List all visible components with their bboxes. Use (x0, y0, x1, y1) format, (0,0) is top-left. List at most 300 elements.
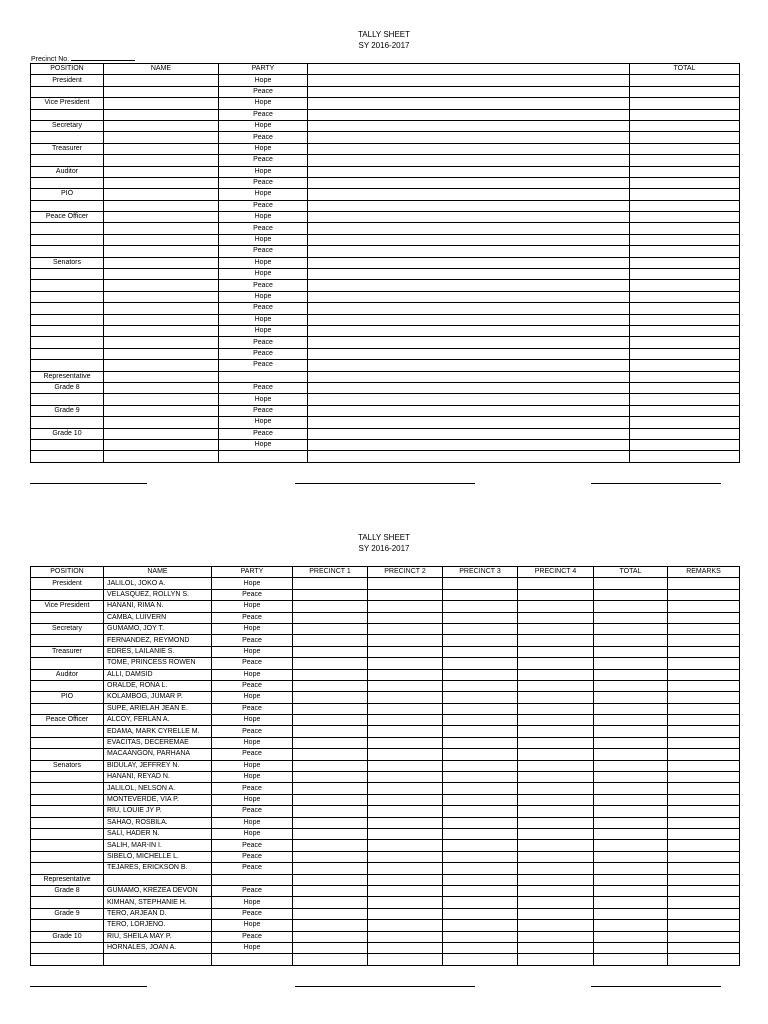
precinct-3-cell[interactable] (443, 737, 518, 748)
tally-cell[interactable] (308, 269, 630, 280)
total-cell[interactable] (630, 291, 740, 302)
remarks-cell[interactable] (668, 612, 740, 623)
tally-cell[interactable] (308, 417, 630, 428)
precinct-4-cell[interactable] (518, 783, 594, 794)
total-cell[interactable] (594, 703, 668, 714)
precinct-2-cell[interactable] (368, 749, 443, 760)
precinct-2-cell[interactable] (368, 783, 443, 794)
remarks-cell[interactable] (668, 874, 740, 885)
total-cell[interactable] (630, 303, 740, 314)
precinct-1-cell[interactable] (293, 612, 368, 623)
precinct-3-cell[interactable] (443, 589, 518, 600)
tally-cell[interactable] (308, 291, 630, 302)
total-cell[interactable] (594, 760, 668, 771)
precinct-3-cell[interactable] (443, 783, 518, 794)
remarks-cell[interactable] (668, 828, 740, 839)
remarks-cell[interactable] (668, 942, 740, 953)
remarks-cell[interactable] (668, 749, 740, 760)
precinct-4-cell[interactable] (518, 601, 594, 612)
tally-cell[interactable] (308, 212, 630, 223)
precinct-4-cell[interactable] (518, 897, 594, 908)
tally-cell[interactable] (308, 382, 630, 393)
total-cell[interactable] (594, 806, 668, 817)
precinct-2-cell[interactable] (368, 954, 443, 965)
total-cell[interactable] (594, 715, 668, 726)
tally-cell[interactable] (308, 394, 630, 405)
precinct-3-cell[interactable] (443, 623, 518, 634)
precinct-1-cell[interactable] (293, 692, 368, 703)
name-cell[interactable] (104, 75, 219, 86)
precinct-1-cell[interactable] (293, 578, 368, 589)
precinct-4-cell[interactable] (518, 806, 594, 817)
total-cell[interactable] (594, 658, 668, 669)
precinct-1-cell[interactable] (293, 601, 368, 612)
precinct-3-cell[interactable] (443, 920, 518, 931)
precinct-1-cell[interactable] (293, 863, 368, 874)
name-cell[interactable] (104, 109, 219, 120)
total-cell[interactable] (630, 189, 740, 200)
precinct-1-cell[interactable] (293, 794, 368, 805)
tally-cell[interactable] (308, 223, 630, 234)
precinct-4-cell[interactable] (518, 920, 594, 931)
precinct-2-cell[interactable] (368, 589, 443, 600)
precinct-2-cell[interactable] (368, 612, 443, 623)
total-cell[interactable] (630, 280, 740, 291)
precinct-4-cell[interactable] (518, 646, 594, 657)
name-cell[interactable] (104, 382, 219, 393)
name-cell[interactable] (104, 143, 219, 154)
total-cell[interactable] (630, 314, 740, 325)
tally-cell[interactable] (308, 189, 630, 200)
precinct-number-blank[interactable] (71, 53, 135, 61)
precinct-2-cell[interactable] (368, 715, 443, 726)
precinct-2-cell[interactable] (368, 885, 443, 896)
precinct-4-cell[interactable] (518, 828, 594, 839)
precinct-1-cell[interactable] (293, 646, 368, 657)
remarks-cell[interactable] (668, 806, 740, 817)
precinct-3-cell[interactable] (443, 635, 518, 646)
precinct-4-cell[interactable] (518, 772, 594, 783)
precinct-2-cell[interactable] (368, 863, 443, 874)
name-cell[interactable] (104, 303, 219, 314)
precinct-4-cell[interactable] (518, 885, 594, 896)
total-cell[interactable] (630, 325, 740, 336)
name-cell[interactable] (104, 200, 219, 211)
name-cell[interactable] (104, 428, 219, 439)
precinct-2-cell[interactable] (368, 578, 443, 589)
name-cell[interactable] (104, 189, 219, 200)
precinct-3-cell[interactable] (443, 931, 518, 942)
remarks-cell[interactable] (668, 589, 740, 600)
total-cell[interactable] (630, 451, 740, 462)
total-cell[interactable] (630, 234, 740, 245)
name-cell[interactable] (104, 166, 219, 177)
precinct-4-cell[interactable] (518, 692, 594, 703)
precinct-3-cell[interactable] (443, 601, 518, 612)
total-cell[interactable] (594, 601, 668, 612)
tally-cell[interactable] (308, 86, 630, 97)
name-cell[interactable] (104, 280, 219, 291)
total-cell[interactable] (630, 257, 740, 268)
precinct-2-cell[interactable] (368, 658, 443, 669)
total-cell[interactable] (630, 223, 740, 234)
remarks-cell[interactable] (668, 715, 740, 726)
total-cell[interactable] (594, 589, 668, 600)
remarks-cell[interactable] (668, 737, 740, 748)
precinct-4-cell[interactable] (518, 726, 594, 737)
tally-cell[interactable] (308, 177, 630, 188)
name-cell[interactable] (104, 314, 219, 325)
remarks-cell[interactable] (668, 726, 740, 737)
total-cell[interactable] (594, 737, 668, 748)
total-cell[interactable] (630, 371, 740, 382)
total-cell[interactable] (630, 428, 740, 439)
precinct-1-cell[interactable] (293, 760, 368, 771)
name-cell[interactable] (104, 360, 219, 371)
precinct-1-cell[interactable] (293, 874, 368, 885)
precinct-2-cell[interactable] (368, 817, 443, 828)
precinct-3-cell[interactable] (443, 942, 518, 953)
remarks-cell[interactable] (668, 646, 740, 657)
tally-cell[interactable] (308, 75, 630, 86)
precinct-3-cell[interactable] (443, 794, 518, 805)
precinct-2-cell[interactable] (368, 760, 443, 771)
total-cell[interactable] (594, 635, 668, 646)
precinct-1-cell[interactable] (293, 817, 368, 828)
remarks-cell[interactable] (668, 772, 740, 783)
total-cell[interactable] (594, 692, 668, 703)
precinct-3-cell[interactable] (443, 897, 518, 908)
total-cell[interactable] (594, 840, 668, 851)
tally-cell[interactable] (308, 325, 630, 336)
remarks-cell[interactable] (668, 897, 740, 908)
precinct-2-cell[interactable] (368, 794, 443, 805)
precinct-4-cell[interactable] (518, 851, 594, 862)
tally-cell[interactable] (308, 428, 630, 439)
precinct-1-cell[interactable] (293, 715, 368, 726)
total-cell[interactable] (630, 269, 740, 280)
precinct-2-cell[interactable] (368, 931, 443, 942)
precinct-3-cell[interactable] (443, 817, 518, 828)
precinct-3-cell[interactable] (443, 772, 518, 783)
precinct-4-cell[interactable] (518, 942, 594, 953)
precinct-2-cell[interactable] (368, 726, 443, 737)
name-cell[interactable] (104, 325, 219, 336)
precinct-3-cell[interactable] (443, 669, 518, 680)
precinct-4-cell[interactable] (518, 794, 594, 805)
total-cell[interactable] (630, 166, 740, 177)
total-cell[interactable] (630, 177, 740, 188)
precinct-3-cell[interactable] (443, 885, 518, 896)
name-cell[interactable] (104, 212, 219, 223)
remarks-cell[interactable] (668, 635, 740, 646)
precinct-1-cell[interactable] (293, 749, 368, 760)
remarks-cell[interactable] (668, 794, 740, 805)
total-cell[interactable] (594, 897, 668, 908)
precinct-3-cell[interactable] (443, 851, 518, 862)
total-cell[interactable] (630, 155, 740, 166)
name-cell[interactable] (104, 439, 219, 450)
total-cell[interactable] (594, 794, 668, 805)
tally-cell[interactable] (308, 234, 630, 245)
precinct-1-cell[interactable] (293, 851, 368, 862)
tally-cell[interactable] (308, 303, 630, 314)
remarks-cell[interactable] (668, 703, 740, 714)
precinct-1-cell[interactable] (293, 908, 368, 919)
name-cell[interactable] (104, 337, 219, 348)
precinct-4-cell[interactable] (518, 931, 594, 942)
name-cell[interactable] (104, 371, 219, 382)
remarks-cell[interactable] (668, 931, 740, 942)
precinct-4-cell[interactable] (518, 703, 594, 714)
name-cell[interactable] (104, 120, 219, 131)
name-cell[interactable] (104, 405, 219, 416)
remarks-cell[interactable] (668, 623, 740, 634)
precinct-4-cell[interactable] (518, 589, 594, 600)
precinct-4-cell[interactable] (518, 760, 594, 771)
total-cell[interactable] (594, 726, 668, 737)
total-cell[interactable] (594, 863, 668, 874)
precinct-2-cell[interactable] (368, 897, 443, 908)
total-cell[interactable] (594, 612, 668, 623)
tally-cell[interactable] (308, 360, 630, 371)
precinct-3-cell[interactable] (443, 612, 518, 623)
precinct-4-cell[interactable] (518, 680, 594, 691)
precinct-4-cell[interactable] (518, 612, 594, 623)
precinct-2-cell[interactable] (368, 828, 443, 839)
precinct-4-cell[interactable] (518, 635, 594, 646)
precinct-3-cell[interactable] (443, 840, 518, 851)
name-cell[interactable] (104, 257, 219, 268)
precinct-2-cell[interactable] (368, 908, 443, 919)
tally-cell[interactable] (308, 337, 630, 348)
name-cell[interactable] (104, 269, 219, 280)
tally-cell[interactable] (308, 280, 630, 291)
precinct-3-cell[interactable] (443, 715, 518, 726)
total-cell[interactable] (630, 200, 740, 211)
precinct-1-cell[interactable] (293, 772, 368, 783)
total-cell[interactable] (594, 772, 668, 783)
remarks-cell[interactable] (668, 851, 740, 862)
precinct-3-cell[interactable] (443, 954, 518, 965)
remarks-cell[interactable] (668, 863, 740, 874)
tally-cell[interactable] (308, 348, 630, 359)
tally-cell[interactable] (308, 439, 630, 450)
total-cell[interactable] (594, 908, 668, 919)
precinct-3-cell[interactable] (443, 806, 518, 817)
tally-cell[interactable] (308, 371, 630, 382)
remarks-cell[interactable] (668, 669, 740, 680)
total-cell[interactable] (630, 75, 740, 86)
precinct-1-cell[interactable] (293, 840, 368, 851)
precinct-4-cell[interactable] (518, 623, 594, 634)
total-cell[interactable] (594, 817, 668, 828)
precinct-2-cell[interactable] (368, 635, 443, 646)
total-cell[interactable] (594, 874, 668, 885)
precinct-4-cell[interactable] (518, 908, 594, 919)
total-cell[interactable] (630, 337, 740, 348)
tally-cell[interactable] (308, 314, 630, 325)
total-cell[interactable] (594, 646, 668, 657)
precinct-1-cell[interactable] (293, 635, 368, 646)
precinct-1-cell[interactable] (293, 623, 368, 634)
tally-cell[interactable] (308, 132, 630, 143)
total-cell[interactable] (630, 143, 740, 154)
name-cell[interactable] (104, 86, 219, 97)
precinct-1-cell[interactable] (293, 954, 368, 965)
name-cell[interactable] (104, 132, 219, 143)
total-cell[interactable] (594, 749, 668, 760)
total-cell[interactable] (594, 828, 668, 839)
precinct-2-cell[interactable] (368, 840, 443, 851)
name-cell[interactable] (104, 394, 219, 405)
total-cell[interactable] (594, 578, 668, 589)
precinct-2-cell[interactable] (368, 601, 443, 612)
precinct-2-cell[interactable] (368, 692, 443, 703)
remarks-cell[interactable] (668, 601, 740, 612)
total-cell[interactable] (594, 931, 668, 942)
total-cell[interactable] (630, 405, 740, 416)
precinct-4-cell[interactable] (518, 817, 594, 828)
total-cell[interactable] (630, 417, 740, 428)
tally-cell[interactable] (308, 109, 630, 120)
precinct-3-cell[interactable] (443, 726, 518, 737)
tally-cell[interactable] (308, 98, 630, 109)
precinct-1-cell[interactable] (293, 783, 368, 794)
tally-cell[interactable] (308, 257, 630, 268)
remarks-cell[interactable] (668, 840, 740, 851)
remarks-cell[interactable] (668, 954, 740, 965)
precinct-1-cell[interactable] (293, 726, 368, 737)
remarks-cell[interactable] (668, 680, 740, 691)
precinct-2-cell[interactable] (368, 669, 443, 680)
total-cell[interactable] (630, 120, 740, 131)
precinct-4-cell[interactable] (518, 715, 594, 726)
name-cell[interactable] (104, 451, 219, 462)
precinct-2-cell[interactable] (368, 806, 443, 817)
precinct-3-cell[interactable] (443, 703, 518, 714)
total-cell[interactable] (594, 623, 668, 634)
total-cell[interactable] (630, 439, 740, 450)
remarks-cell[interactable] (668, 658, 740, 669)
total-cell[interactable] (594, 885, 668, 896)
total-cell[interactable] (630, 86, 740, 97)
tally-cell[interactable] (308, 166, 630, 177)
precinct-3-cell[interactable] (443, 646, 518, 657)
precinct-1-cell[interactable] (293, 658, 368, 669)
remarks-cell[interactable] (668, 885, 740, 896)
name-cell[interactable] (104, 177, 219, 188)
precinct-4-cell[interactable] (518, 840, 594, 851)
precinct-4-cell[interactable] (518, 737, 594, 748)
remarks-cell[interactable] (668, 578, 740, 589)
precinct-2-cell[interactable] (368, 874, 443, 885)
precinct-1-cell[interactable] (293, 589, 368, 600)
total-cell[interactable] (630, 98, 740, 109)
total-cell[interactable] (594, 669, 668, 680)
precinct-1-cell[interactable] (293, 703, 368, 714)
tally-cell[interactable] (308, 143, 630, 154)
precinct-2-cell[interactable] (368, 851, 443, 862)
remarks-cell[interactable] (668, 908, 740, 919)
precinct-3-cell[interactable] (443, 863, 518, 874)
precinct-1-cell[interactable] (293, 680, 368, 691)
precinct-3-cell[interactable] (443, 692, 518, 703)
precinct-3-cell[interactable] (443, 578, 518, 589)
name-cell[interactable] (104, 155, 219, 166)
precinct-2-cell[interactable] (368, 920, 443, 931)
total-cell[interactable] (594, 783, 668, 794)
total-cell[interactable] (630, 394, 740, 405)
tally-cell[interactable] (308, 155, 630, 166)
remarks-cell[interactable] (668, 920, 740, 931)
total-cell[interactable] (630, 382, 740, 393)
precinct-1-cell[interactable] (293, 669, 368, 680)
precinct-1-cell[interactable] (293, 931, 368, 942)
name-cell[interactable] (104, 234, 219, 245)
precinct-2-cell[interactable] (368, 646, 443, 657)
tally-cell[interactable] (308, 120, 630, 131)
precinct-1-cell[interactable] (293, 806, 368, 817)
name-cell[interactable] (104, 291, 219, 302)
total-cell[interactable] (630, 246, 740, 257)
precinct-2-cell[interactable] (368, 942, 443, 953)
precinct-3-cell[interactable] (443, 680, 518, 691)
precinct-1-cell[interactable] (293, 737, 368, 748)
name-cell[interactable] (104, 348, 219, 359)
precinct-3-cell[interactable] (443, 760, 518, 771)
precinct-2-cell[interactable] (368, 772, 443, 783)
precinct-4-cell[interactable] (518, 578, 594, 589)
total-cell[interactable] (630, 360, 740, 371)
total-cell[interactable] (594, 954, 668, 965)
precinct-1-cell[interactable] (293, 828, 368, 839)
remarks-cell[interactable] (668, 692, 740, 703)
precinct-1-cell[interactable] (293, 942, 368, 953)
precinct-2-cell[interactable] (368, 623, 443, 634)
precinct-1-cell[interactable] (293, 885, 368, 896)
name-cell[interactable] (104, 246, 219, 257)
remarks-cell[interactable] (668, 760, 740, 771)
tally-cell[interactable] (308, 200, 630, 211)
precinct-3-cell[interactable] (443, 749, 518, 760)
name-cell[interactable] (104, 98, 219, 109)
precinct-4-cell[interactable] (518, 874, 594, 885)
precinct-4-cell[interactable] (518, 658, 594, 669)
tally-cell[interactable] (308, 451, 630, 462)
precinct-4-cell[interactable] (518, 669, 594, 680)
precinct-4-cell[interactable] (518, 749, 594, 760)
precinct-3-cell[interactable] (443, 908, 518, 919)
tally-cell[interactable] (308, 405, 630, 416)
total-cell[interactable] (630, 348, 740, 359)
precinct-3-cell[interactable] (443, 874, 518, 885)
precinct-2-cell[interactable] (368, 703, 443, 714)
total-cell[interactable] (594, 680, 668, 691)
precinct-2-cell[interactable] (368, 737, 443, 748)
remarks-cell[interactable] (668, 817, 740, 828)
total-cell[interactable] (594, 920, 668, 931)
name-cell[interactable] (104, 417, 219, 428)
total-cell[interactable] (594, 851, 668, 862)
precinct-4-cell[interactable] (518, 863, 594, 874)
precinct-1-cell[interactable] (293, 897, 368, 908)
remarks-cell[interactable] (668, 783, 740, 794)
precinct-4-cell[interactable] (518, 954, 594, 965)
total-cell[interactable] (630, 212, 740, 223)
precinct-2-cell[interactable] (368, 680, 443, 691)
total-cell[interactable] (630, 109, 740, 120)
